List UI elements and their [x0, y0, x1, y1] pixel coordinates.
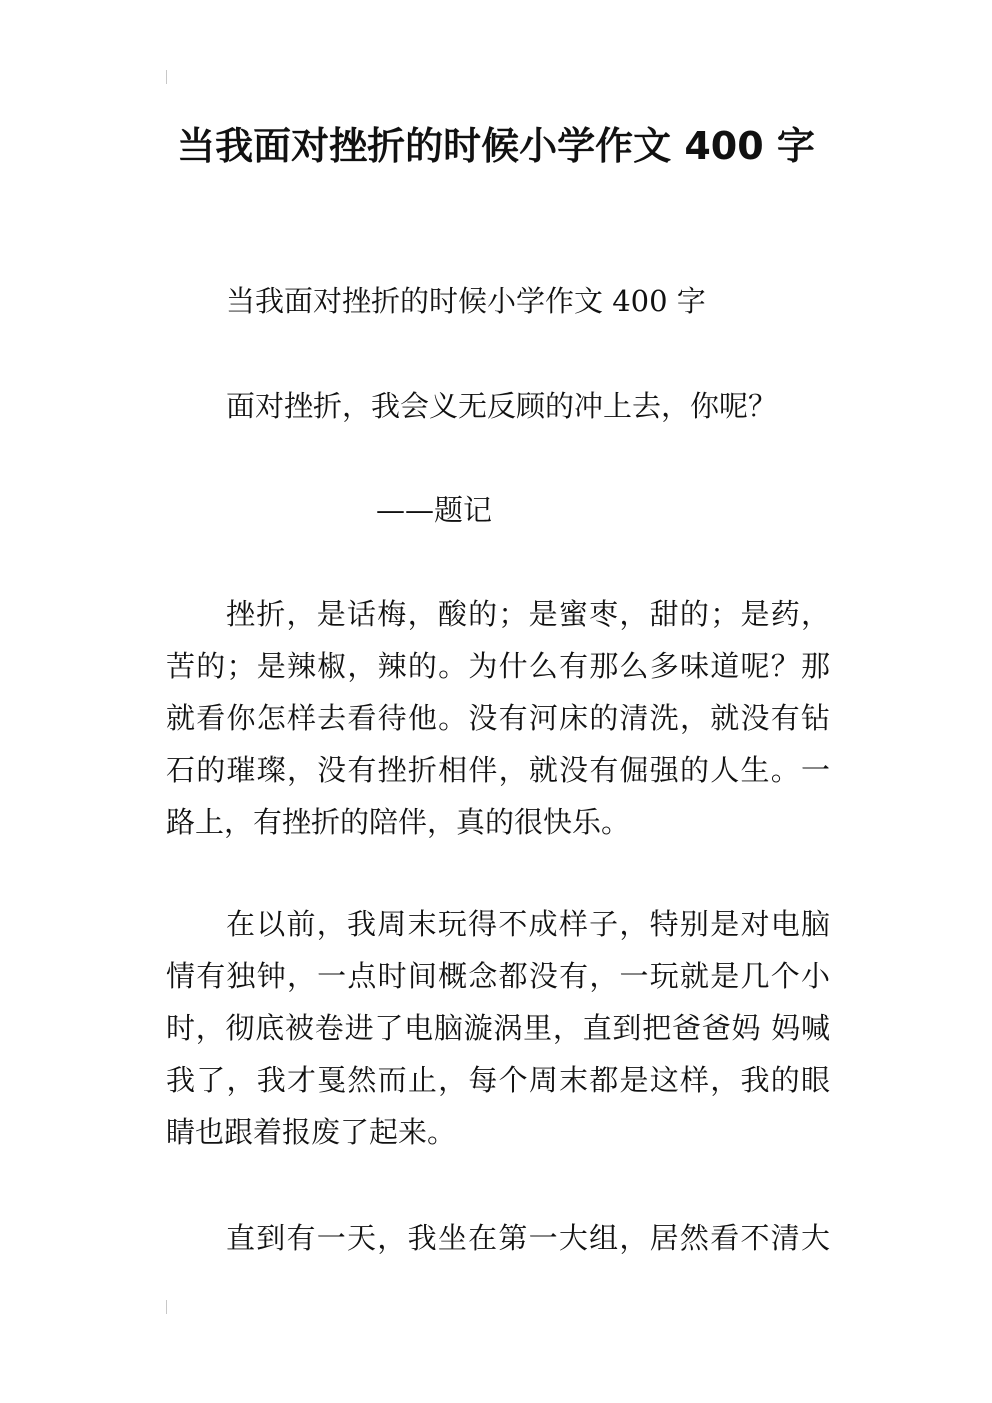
subtitle-line: 当我面对挫折的时候小学作文 400 字 [226, 284, 706, 318]
epigraph-signature-line: ——题记 [376, 493, 493, 527]
epigraph-signature [166, 484, 830, 536]
epigraph-line: 面对挫折，我会义无反顾的冲上去，你呢？ [226, 389, 778, 423]
paragraph-1 [166, 588, 830, 848]
epigraph [166, 380, 830, 432]
paragraph-line: 就看你怎样去看待他。没有河床的清洗，就没有钻 [166, 701, 830, 735]
paragraph-line: 我了，我才戛然而止，每个周末都是这样，我的眼 [166, 1063, 830, 1097]
paragraph-2 [166, 898, 830, 1158]
paragraph-line: 直到有一天，我坐在第一大组，居然看不清大 [226, 1221, 830, 1255]
paragraph-line: 挫折，是话梅，酸的；是蜜枣，甜的；是药， [226, 597, 830, 631]
paragraph-line: 路上，有挫折的陪伴，真的很快乐。 [166, 805, 631, 839]
document-title: 当我面对挫折的时候小学作文 400 字 [177, 124, 815, 168]
paragraph-line: 睛也跟着报废了起来。 [166, 1115, 457, 1149]
document-subtitle [166, 275, 830, 327]
page-corner-mark-top [166, 70, 167, 84]
page-corner-mark-bottom [166, 1300, 167, 1314]
paragraph-3 [166, 1212, 830, 1264]
paragraph-line: 苦的；是辣椒，辣的。为什么有那么多味道呢？那 [166, 649, 830, 683]
paragraph-line: 石的璀璨，没有挫折相伴，就没有倔强的人生。一 [166, 753, 830, 787]
paragraph-line: 在以前，我周末玩得不成样子，特别是对电脑 [226, 907, 830, 941]
paragraph-line: 时，彻底被卷进了电脑漩涡里，直到把爸爸妈 妈喊 [166, 1011, 830, 1045]
paragraph-line: 情有独钟，一点时间概念都没有，一玩就是几个小 [166, 959, 830, 993]
